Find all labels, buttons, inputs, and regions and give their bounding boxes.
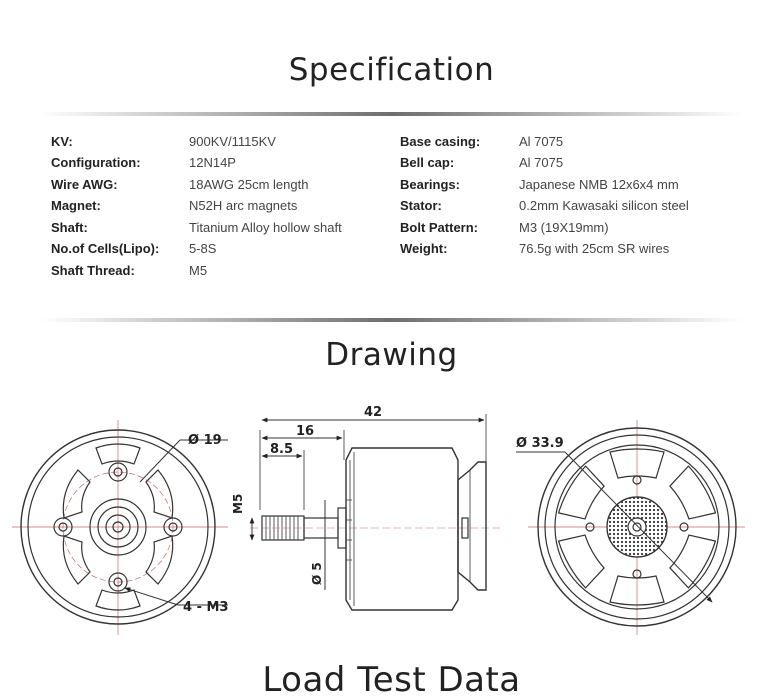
motor-technical-drawing <box>0 400 783 660</box>
bell-window <box>666 465 718 526</box>
bell-window <box>556 465 608 526</box>
dim-thread: M5 <box>231 493 245 514</box>
spec-value: M5 <box>189 263 208 278</box>
spec-label: Bearings: <box>400 177 460 192</box>
load-test-heading: Load Test Data <box>262 660 521 700</box>
bell-window <box>666 528 718 589</box>
leader-bolt-holes <box>125 588 178 605</box>
bell-vents <box>346 500 352 560</box>
bell-window <box>556 528 608 589</box>
spec-value: 0.2mm Kawasaki silicon steel <box>519 198 689 213</box>
dim-shaft-length: 16 <box>296 424 315 439</box>
spec-value: 5-8S <box>189 241 217 256</box>
spec-label: KV: <box>51 134 73 149</box>
spec-value: 18AWG 25cm length <box>189 177 309 192</box>
spec-value: M3 (19X19mm) <box>519 220 609 235</box>
dim-bolt-holes: 4 - M3 <box>183 600 229 615</box>
spec-label: Configuration: <box>51 155 141 170</box>
dim-bolt-circle: Ø 19 <box>188 433 222 448</box>
dim-thread-length: 8.5 <box>270 442 294 457</box>
base-window <box>63 470 90 518</box>
base-window <box>146 470 173 518</box>
bell-edge <box>350 452 354 606</box>
spec-label: Shaft Thread: <box>51 263 135 278</box>
spec-label: Wire AWG: <box>51 177 118 192</box>
spec-value: 76.5g with 25cm SR wires <box>519 241 670 256</box>
spec-label: Magnet: <box>51 198 101 213</box>
divider-drawing <box>40 318 743 322</box>
spec-value: 12N14P <box>189 155 236 170</box>
spec-label: Base casing: <box>400 134 481 149</box>
spec-label: No.of Cells(Lipo): <box>51 241 160 256</box>
bell-body <box>346 448 458 610</box>
spec-value: 900KV/1115KV <box>189 134 276 149</box>
spec-label: Weight: <box>400 241 448 256</box>
specification-heading: Specification <box>288 52 495 88</box>
dim-outer-dia: Ø 33.9 <box>516 436 564 451</box>
spec-label: Shaft: <box>51 220 88 235</box>
dim-shaft-dia: Ø 5 <box>310 562 324 585</box>
spec-value: N52H arc magnets <box>189 198 298 213</box>
dim-overall-length: 42 <box>364 405 383 420</box>
top-view <box>516 420 745 635</box>
spec-label: Bolt Pattern: <box>400 220 478 235</box>
spec-value: Japanese NMB 12x6x4 mm <box>519 177 679 192</box>
drawing-heading: Drawing <box>325 337 458 373</box>
divider-spec <box>40 112 743 116</box>
spec-value: Titanium Alloy hollow shaft <box>189 220 342 235</box>
thread-lines <box>266 516 298 540</box>
top-shaft <box>628 518 646 536</box>
base-window <box>63 536 90 584</box>
spec-label: Stator: <box>400 198 442 213</box>
spec-value: Al 7075 <box>519 134 564 149</box>
spec-value: Al 7075 <box>519 155 564 170</box>
base-window <box>146 536 173 584</box>
spec-label: Bell cap: <box>400 155 455 170</box>
leader-bolt-circle <box>140 440 180 482</box>
